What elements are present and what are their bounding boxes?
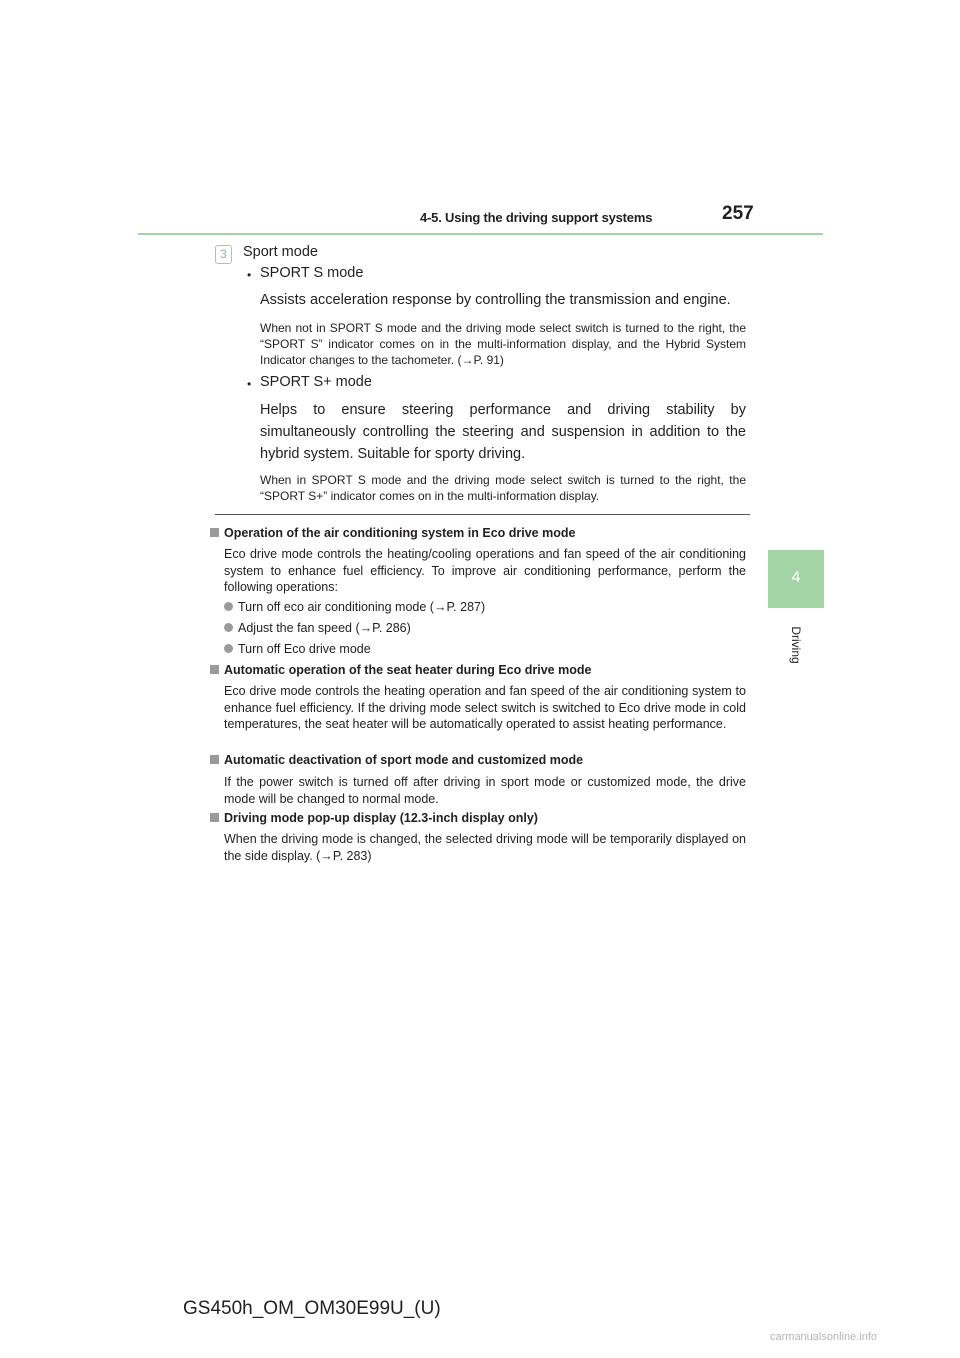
item-number-badge: 3: [215, 245, 232, 264]
list-item: Turn off eco air conditioning mode (→P. 287): [224, 600, 485, 614]
chapter-number: 4: [791, 569, 801, 586]
sport-s-description: Assists acceleration response by controlling the transmission and engine.: [260, 292, 731, 308]
sport-s-plus-label: SPORT S+ mode: [260, 374, 372, 390]
sport-s-plus-note: When in SPORT S mode and the driving mode select switch is turned to the right, the “SPORT S+” indicator comes on in the multi-information display.: [260, 473, 746, 503]
list-item: Adjust the fan speed (→P. 286): [224, 621, 411, 635]
sport-s-label: SPORT S mode: [260, 265, 364, 281]
sport-s-plus-description: Helps to ensure steering performance and driving stability by simultaneously controlling the steering and suspension in addition to the hybrid system. Suitable for sporty driving.: [260, 402, 746, 462]
chapter-label: Driving: [789, 626, 803, 664]
deactivation-text: If the power switch is turned off after driving in sport mode or customized mode, the drive mode will be changed to normal mode.: [224, 775, 746, 806]
section-divider: [215, 514, 750, 515]
page-number: 257: [722, 203, 754, 224]
watermark[interactable]: carmanualsonline.info: [770, 1331, 878, 1343]
sport-mode-title: Sport mode: [243, 244, 318, 260]
air-conditioning-text: Eco drive mode controls the heating/cooling operations and fan speed of the air conditioning system to enhance fuel efficiency. To improve air conditioning performance, perform the following operations:: [224, 547, 746, 594]
circle-bullet-icon: [224, 623, 233, 632]
square-bullet-icon: [210, 755, 219, 764]
square-bullet-icon: [210, 665, 219, 674]
chapter-tab: [768, 550, 824, 608]
chapter-label-wrapper: [785, 624, 807, 670]
circle-bullet-icon: [224, 602, 233, 611]
bullet-marker: •: [247, 268, 252, 282]
bullet-marker: •: [247, 377, 252, 391]
header-rule: [138, 233, 823, 235]
circle-bullet-icon: [224, 644, 233, 653]
air-conditioning-heading: Operation of the air conditioning system in Eco drive mode: [210, 526, 575, 540]
sport-s-note: When not in SPORT S mode and the driving mode select switch is turned to the right, the “SPORT S” indicator comes on in the multi-information display, and the Hybrid System Indicator changes to the tachometer. (→P. 91): [260, 321, 746, 367]
seat-heater-heading: Automatic operation of the seat heater during Eco drive mode: [210, 663, 591, 677]
popup-text: When the driving mode is changed, the selected driving mode will be temporarily displayed on the side display. (→P. 283): [224, 832, 746, 863]
section-title: 4-5. Using the driving support systems: [420, 210, 653, 225]
list-item: Turn off Eco drive mode: [224, 642, 371, 656]
page-header: [0, 0, 960, 240]
seat-heater-text: Eco drive mode controls the heating operation and fan speed of the air conditioning system to enhance fuel efficiency. If the driving mode select switch is switched to Eco drive mode in cold temperatures, the seat heater will be automatically operated to assist heating performance.: [224, 684, 746, 731]
deactivation-heading: Automatic deactivation of sport mode and customized mode: [210, 753, 583, 767]
square-bullet-icon: [210, 813, 219, 822]
document-id: GS450h_OM_OM30E99U_(U): [183, 1298, 441, 1319]
popup-heading: Driving mode pop-up display (12.3-inch display only): [210, 811, 538, 825]
square-bullet-icon: [210, 528, 219, 537]
